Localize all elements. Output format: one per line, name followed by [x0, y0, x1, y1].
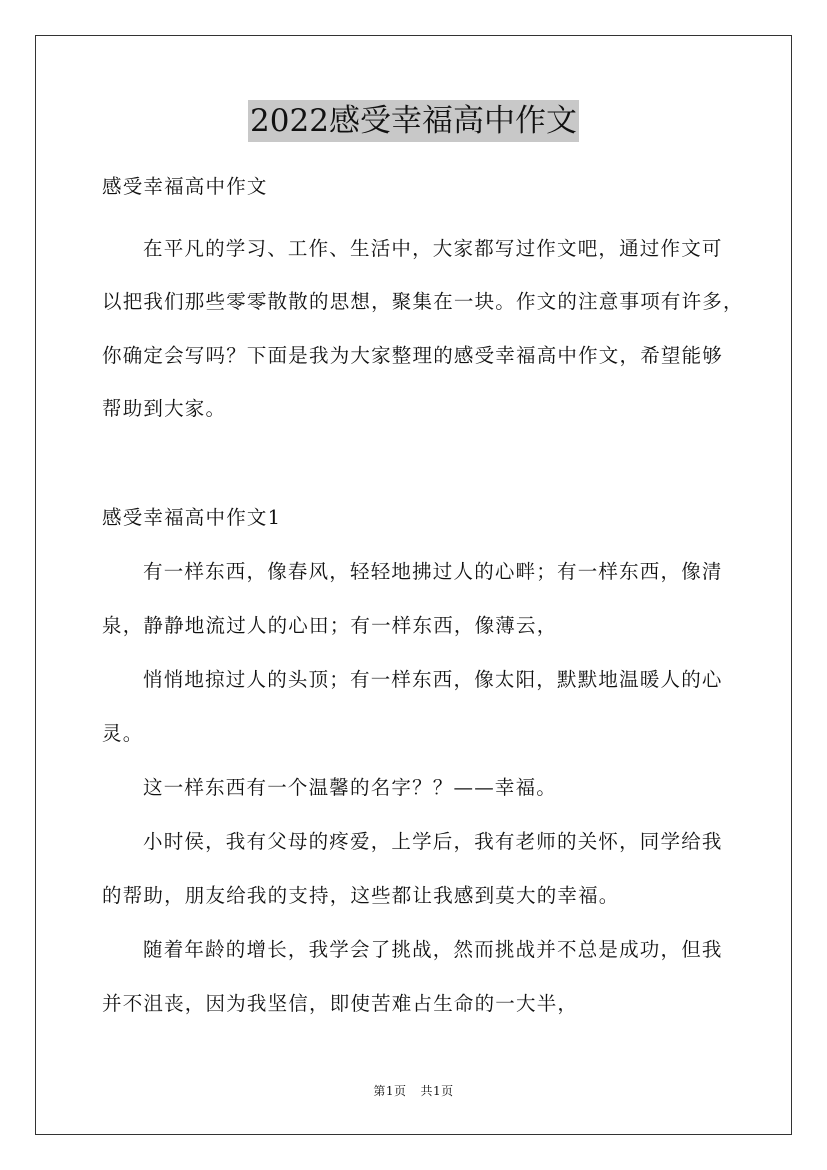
- page-number: 第1页: [373, 1084, 407, 1098]
- title-container: [0, 100, 827, 142]
- paragraph-line: 泉，静静地流过人的心田；有一样东西，像薄云，: [102, 614, 558, 637]
- document-title: 2022感受幸福高中作文: [248, 100, 579, 142]
- section-heading: 感受幸福高中作文1: [102, 506, 282, 529]
- paragraph-line: 灵。: [102, 722, 144, 745]
- paragraph-line: 有一样东西，像春风，轻轻地拂过人的心畔；有一样东西，像清: [143, 560, 723, 583]
- paragraph-line: 随着年龄的增长，我学会了挑战，然而挑战并不总是成功，但我: [143, 938, 723, 961]
- paragraph-line: 帮助到大家。: [102, 397, 227, 420]
- page-footer: [0, 1082, 827, 1099]
- paragraph-line: 小时侯，我有父母的疼爱，上学后，我有老师的关怀，同学给我: [143, 830, 723, 853]
- page-total: 共1页: [420, 1084, 454, 1098]
- paragraph-line: 的帮助，朋友给我的支持，这些都让我感到莫大的幸福。: [102, 884, 620, 907]
- paragraph-line: 你确定会写吗？下面是我为大家整理的感受幸福高中作文，希望能够: [102, 344, 724, 367]
- paragraph-line: 这一样东西有一个温馨的名字？？——幸福。: [143, 776, 558, 799]
- paragraph-line: 在平凡的学习、工作、生活中，大家都写过作文吧，通过作文可: [143, 237, 723, 260]
- subtitle: 感受幸福高中作文: [102, 175, 268, 198]
- paragraph-line: 以把我们那些零零散散的思想，聚集在一块。作文的注意事项有许多，: [102, 290, 744, 313]
- paragraph-line: 并不沮丧，因为我坚信，即使苦难占生命的一大半，: [102, 992, 579, 1015]
- paragraph-line: 悄悄地掠过人的头顶；有一样东西，像太阳，默默地温暖人的心: [143, 668, 723, 691]
